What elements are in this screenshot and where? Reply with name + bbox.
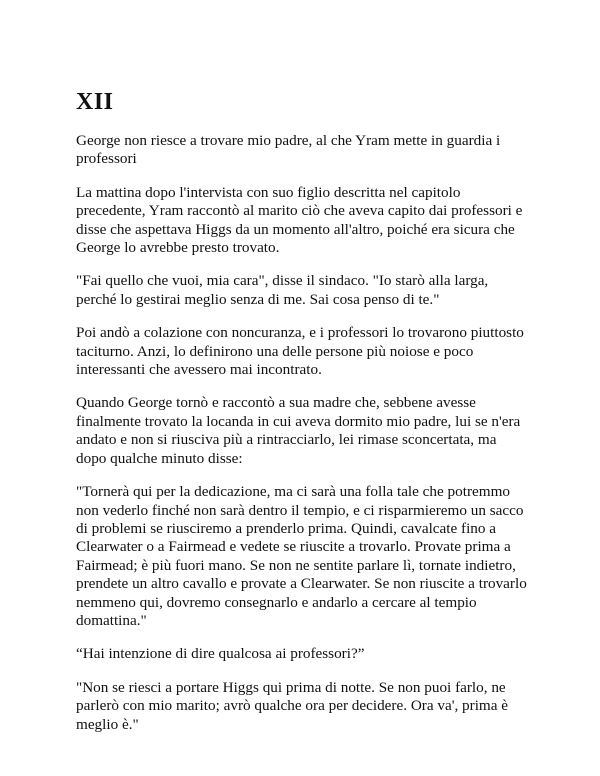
paragraph: Quando George tornò e raccontò a sua madre che, sebbene avesse finalmente trovato la locanda in cui aveva dormito mio padre, lui se n'era andato e non si riusciva più a rintracciarlo, lei rimase sconcertata, ma dopo qualche minuto disse:	[76, 394, 521, 467]
paragraph: "Fai quello che vuoi, mia cara", disse il sindaco. "Io starò alla larga, perché lo gestirai meglio senza di me. Sai cosa penso di te."	[76, 272, 489, 308]
paragraph: Poi andò a colazione con noncuranza, e i professori lo trovarono piuttosto taciturno. Anzi, lo definirono una delle persone più noiose e poco interessanti che avessero mai incontrato.	[76, 324, 524, 379]
paragraph: "Tornerà qui per la dedicazione, ma ci sarà una folla tale che potremmo non vederlo finché non sarà dentro il tempio, e ci risparmieremo un sacco di problemi se riusciremo a prenderlo prima. Quindi, cavalcate fino a Clearwater o a Fairmead e vedete se riuscite a trovarlo. Provate prima a Fairmead; è più fuori mano. Se non ne sentite parlare lì, tornate indietro, prendete un altro cavallo e provate a Clearwater. Se non riuscite a trovarlo nemmeno qui, dovremo consegnarlo e andarlo a cercare al tempio domattina."	[76, 483, 527, 629]
paragraph: "Non se riesci a portare Higgs qui prima di notte. Se non puoi farlo, ne parlerò con mio marito; avrò qualche ora per decidere. Ora va', prima è meglio è."	[76, 678, 509, 733]
chapter-subtitle: George non riesce a trovare mio padre, al che Yram mette in guardia i professori	[76, 132, 501, 168]
chapter-title: XII	[76, 89, 114, 115]
paragraph: La mattina dopo l'intervista con suo figlio descritta nel capitolo precedente, Yram raccontò al marito ciò che aveva capito dai professori e disse che aspettava Higgs da un momento all'altro, poiché era sicura che George lo avrebbe presto trovato.	[76, 183, 523, 257]
paragraph: “Hai intenzione di dire qualcosa ai professori?”	[76, 645, 365, 663]
